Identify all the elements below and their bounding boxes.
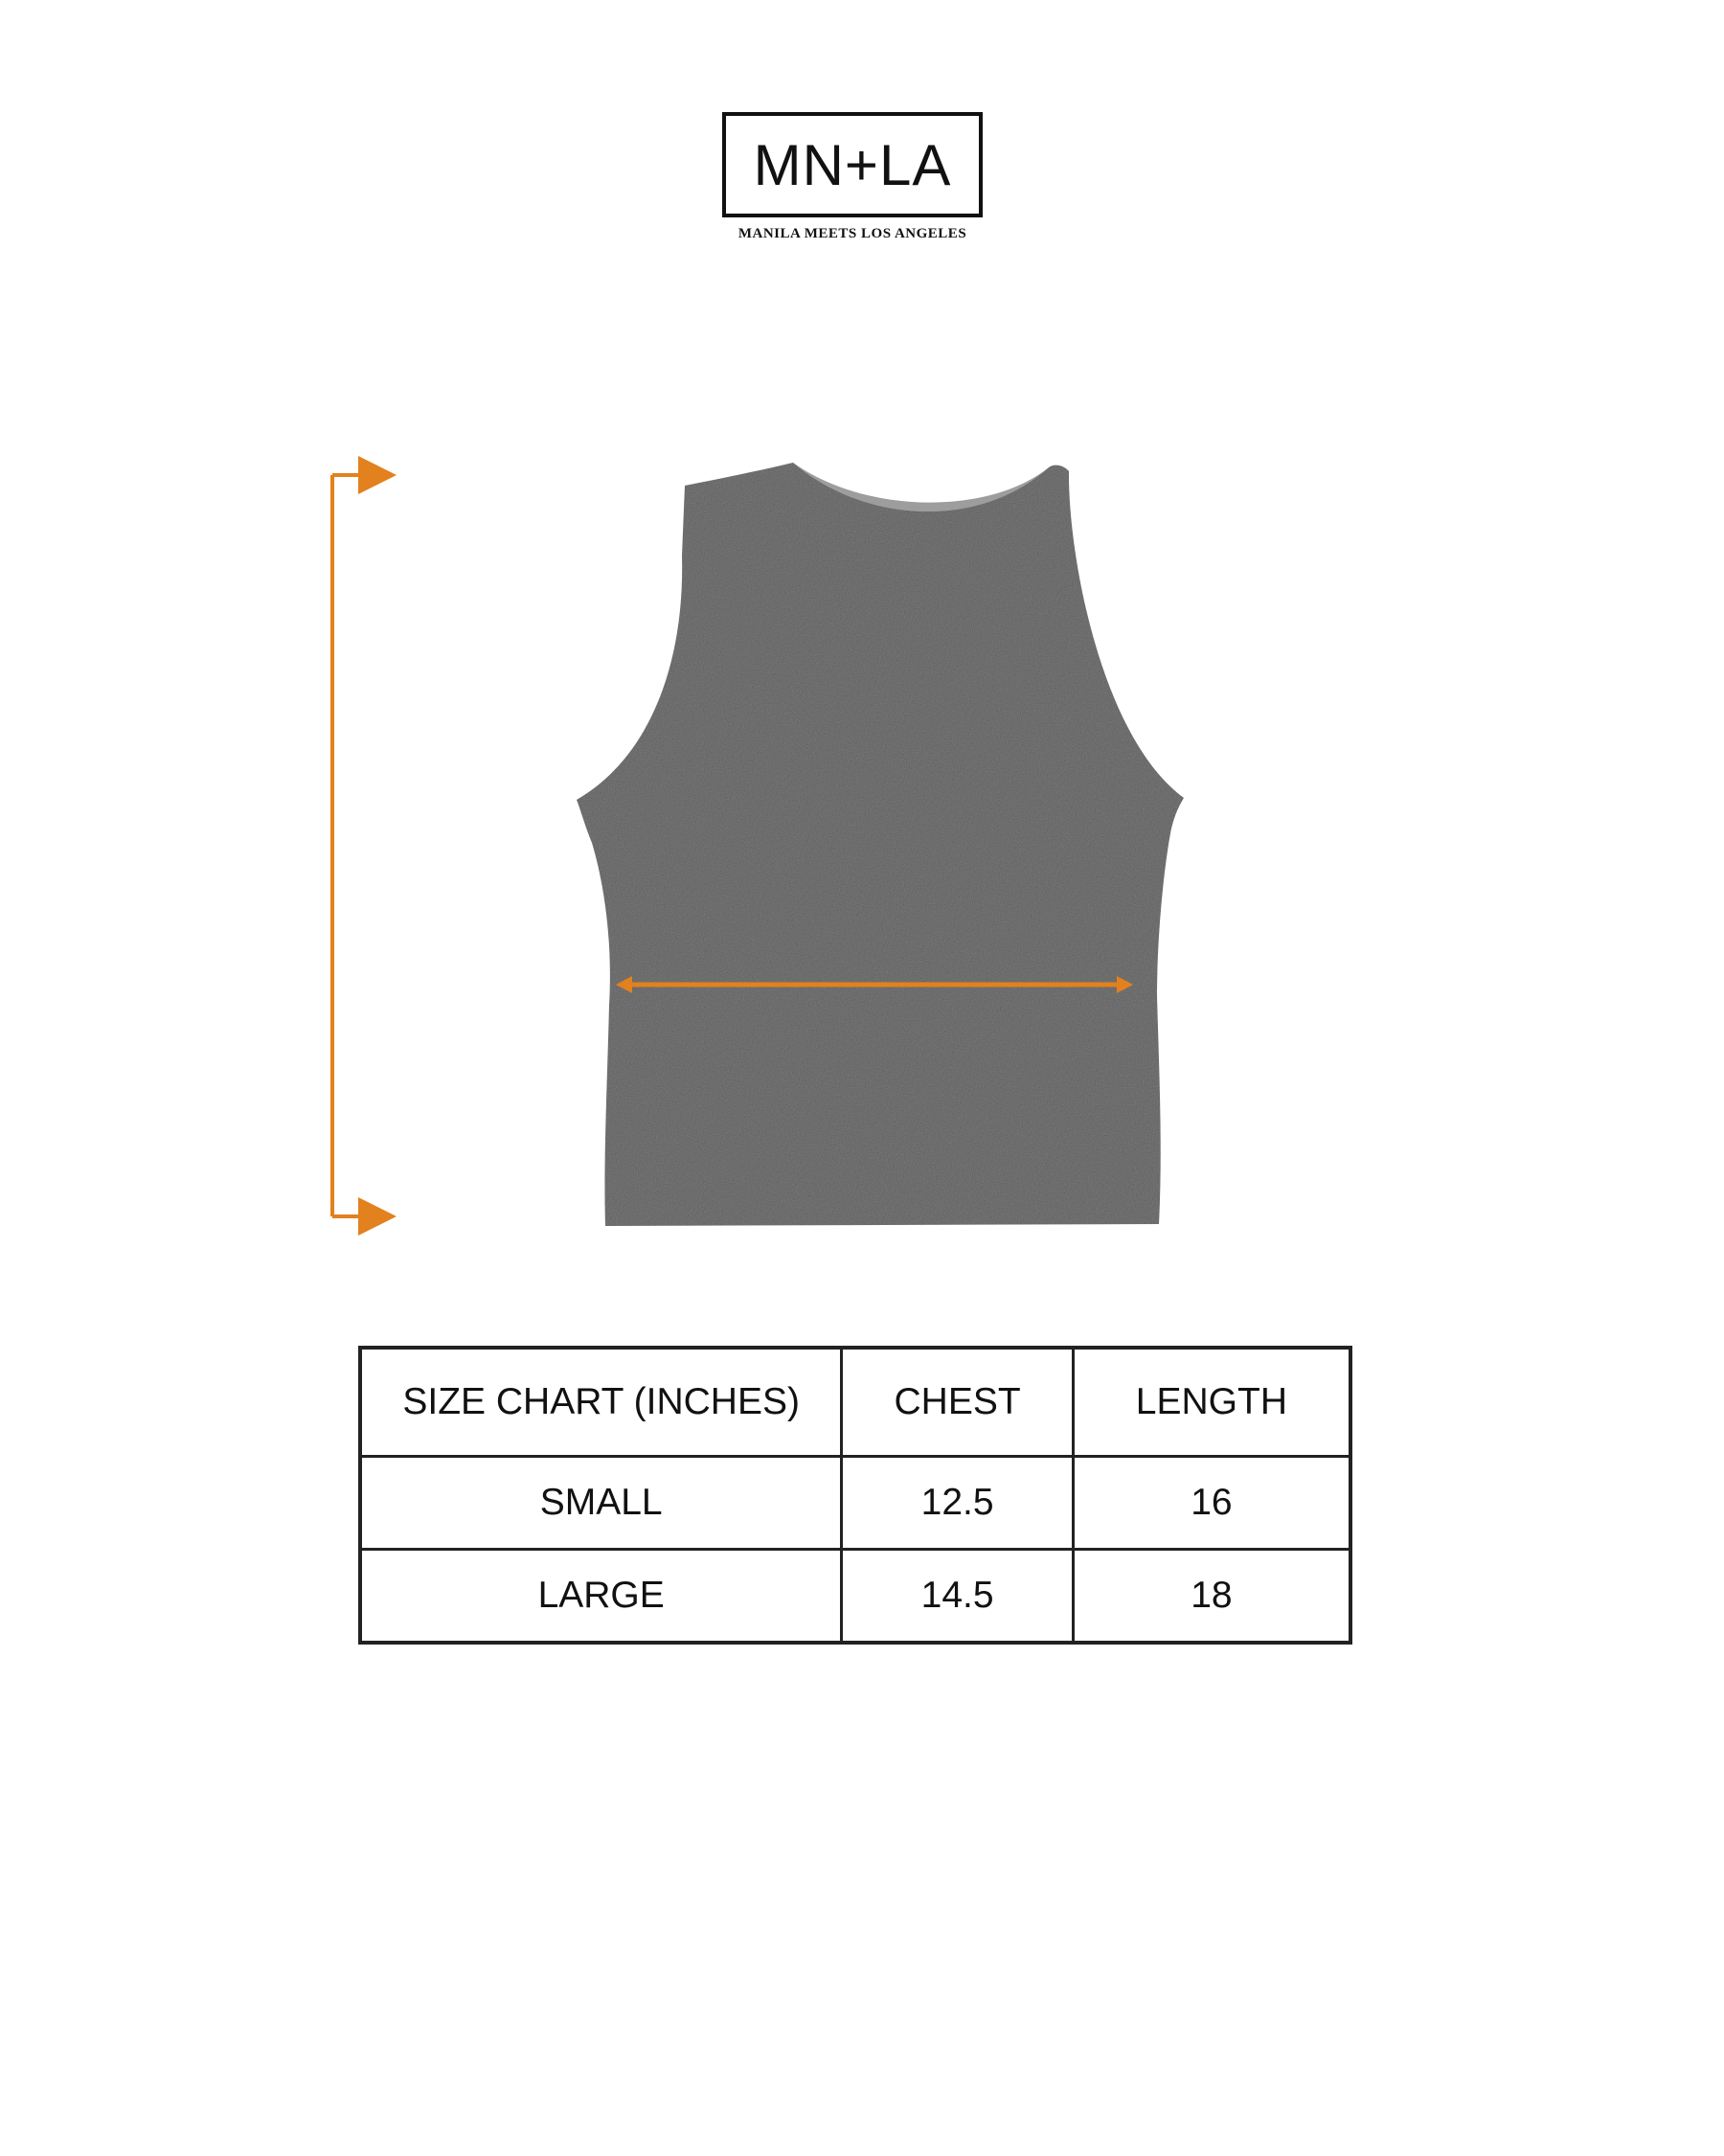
table-row-large xyxy=(360,1550,1350,1644)
cell-chest-small: 12.5 xyxy=(842,1457,1073,1550)
logo-text: MN+LA xyxy=(753,132,952,197)
cell-length-large: 18 xyxy=(1073,1550,1350,1644)
table-header-row xyxy=(360,1348,1350,1457)
header-length: LENGTH xyxy=(1073,1348,1350,1457)
tank-top-image xyxy=(577,463,1184,1226)
cell-length-small: 16 xyxy=(1073,1457,1350,1550)
header-chest: CHEST xyxy=(842,1348,1073,1457)
size-chart-table xyxy=(358,1346,1352,1645)
brand-tagline: MANILA MEETS LOS ANGELES xyxy=(737,226,967,241)
header-size-chart: SIZE CHART (INCHES) xyxy=(360,1348,842,1457)
length-measure-indicator xyxy=(332,475,381,1216)
cell-size-small: SMALL xyxy=(360,1457,842,1550)
cell-chest-large: 14.5 xyxy=(842,1550,1073,1644)
cell-size-large: LARGE xyxy=(360,1550,842,1644)
table-row-small xyxy=(360,1457,1350,1550)
